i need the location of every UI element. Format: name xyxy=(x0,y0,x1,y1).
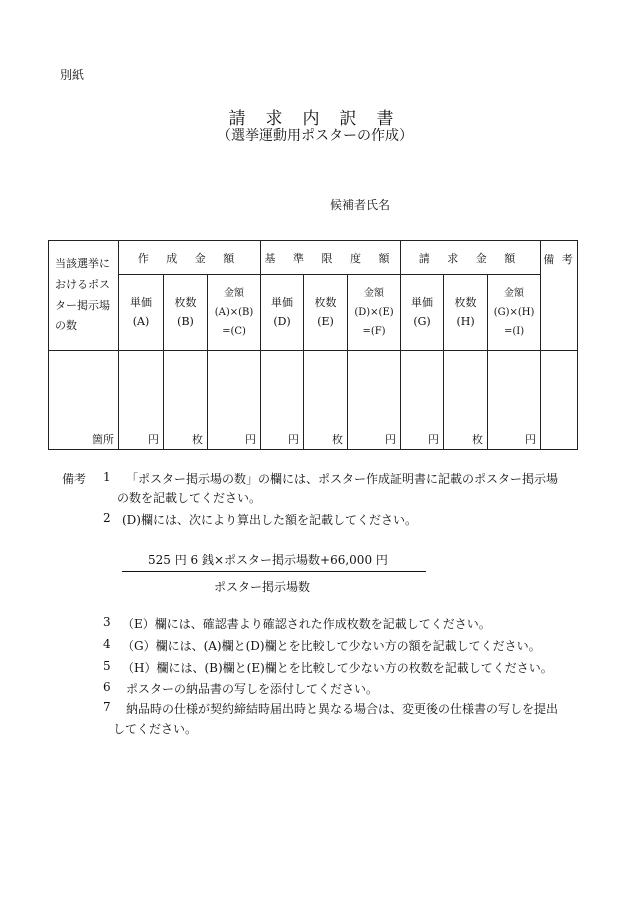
poster-board-count-header: 当該選挙に おけるポス ター掲示場 の数 xyxy=(49,241,119,351)
note-text: （E）欄には、確認書より確認された作成枚数を記載してください。 xyxy=(122,617,491,631)
note-number: 1 xyxy=(103,470,111,484)
note-number: 3 xyxy=(103,615,111,629)
amount-i-cell[interactable]: 円 xyxy=(488,351,541,450)
remarks-header: 備 考 xyxy=(541,241,578,351)
note-text: の数を記載してください。 xyxy=(117,491,262,505)
note-text: （G）欄には、(A)欄と(D)欄とを比較して少ない方の額を記載してください。 xyxy=(122,639,541,653)
note-text: 納品時の仕様が契約締結時届出時と異なる場合は、変更後の仕様書の写しを提出 xyxy=(126,702,559,716)
note-number: 4 xyxy=(103,637,111,651)
unit-price-a-cell[interactable]: 円 xyxy=(119,351,164,450)
notes-label: 備考 xyxy=(62,472,87,486)
count-h-cell[interactable]: 枚 xyxy=(444,351,488,450)
invoice-breakdown-table xyxy=(48,240,578,450)
formula-fraction-bar xyxy=(122,571,426,572)
appendix-label: 別紙 xyxy=(60,68,85,82)
candidate-name-label: 候補者氏名 xyxy=(330,198,391,212)
note-text: 「ポスター掲示場の数」の欄には、ポスター作成証明書に記載のポスター掲示場 xyxy=(126,472,559,486)
board-count-cell[interactable]: 箇所 xyxy=(49,351,119,450)
production-amount-header: 作 成 金 額 xyxy=(119,241,261,275)
amount-f-header: 金額 (D)×(E) =(F) xyxy=(348,275,401,351)
formula-denominator: ポスター掲示場数 xyxy=(214,580,311,594)
count-b-header: 枚数 (B) xyxy=(164,275,208,351)
note-number: 7 xyxy=(103,700,111,714)
document-subtitle: （選挙運動用ポスターの作成） xyxy=(217,128,413,144)
count-h-header: 枚数 (H) xyxy=(444,275,488,351)
remarks-cell[interactable] xyxy=(541,351,578,450)
amount-c-cell[interactable]: 円 xyxy=(208,351,261,450)
document-title: 請求内訳書 xyxy=(228,109,414,129)
amount-i-header: 金額 (G)×(H) =(I) xyxy=(488,275,541,351)
note-number: 5 xyxy=(103,659,111,673)
note-text: (D)欄には、次により算出した額を記載してください。 xyxy=(122,513,417,527)
count-e-cell[interactable]: 枚 xyxy=(304,351,348,450)
unit-price-a-header: 単価 (A) xyxy=(119,275,164,351)
note-text: （H）欄には、(B)欄と(E)欄とを比較して少ない方の枚数を記載してください。 xyxy=(122,661,553,675)
claim-amount-header: 請 求 金 額 xyxy=(401,241,541,275)
note-text: ポスターの納品書の写しを添付してください。 xyxy=(126,682,379,696)
formula-numerator: 525 円 6 銭×ポスター掲示場数+66,000 円 xyxy=(148,553,388,567)
note-number: 6 xyxy=(103,680,111,694)
table-row xyxy=(49,351,578,450)
unit-price-g-header: 単価 (G) xyxy=(401,275,444,351)
amount-f-cell[interactable]: 円 xyxy=(348,351,401,450)
count-b-cell[interactable]: 枚 xyxy=(164,351,208,450)
unit-price-d-header: 単価 (D) xyxy=(261,275,304,351)
standard-limit-header: 基 準 限 度 額 xyxy=(261,241,401,275)
unit-price-g-cell[interactable]: 円 xyxy=(401,351,444,450)
note-number: 2 xyxy=(103,511,111,525)
amount-c-header: 金額 (A)×(B) =(C) xyxy=(208,275,261,351)
unit-price-d-cell[interactable]: 円 xyxy=(261,351,304,450)
count-e-header: 枚数 (E) xyxy=(304,275,348,351)
note-text: してください。 xyxy=(113,722,198,736)
